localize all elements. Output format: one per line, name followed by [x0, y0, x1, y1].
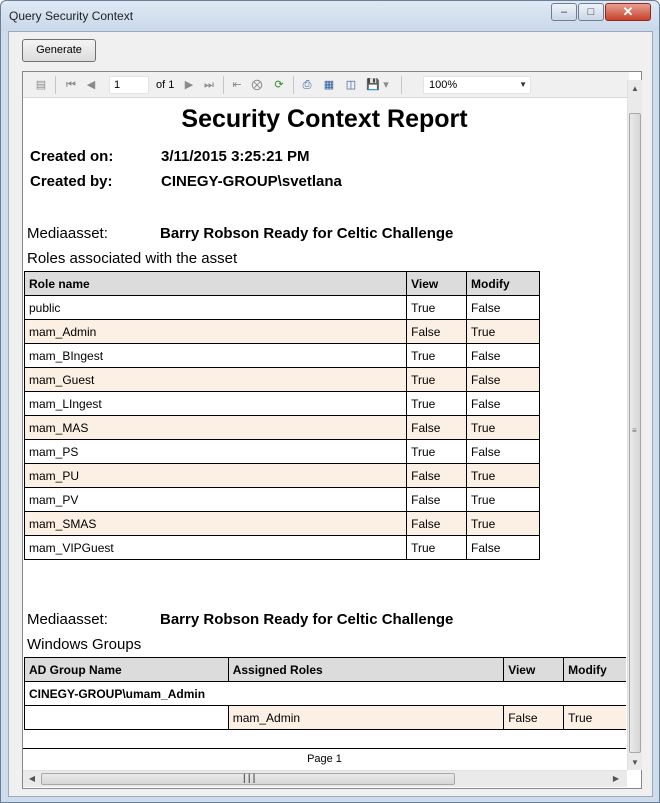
table-row: [25, 392, 540, 416]
table-cell: False: [467, 440, 540, 464]
table-cell: True: [467, 416, 540, 440]
table-cell: mam_Admin: [228, 706, 503, 730]
client-area: [8, 31, 653, 797]
group-name: CINEGY-GROUP\umam_Admin: [25, 682, 627, 706]
table-cell: True: [467, 464, 540, 488]
table-cell: mam_Admin: [25, 320, 407, 344]
page-footer: Page 1: [307, 753, 342, 765]
windows-groups-table: [24, 657, 626, 730]
chevron-down-icon: ▼: [519, 80, 527, 89]
export-save-icon[interactable]: 💾: [366, 79, 380, 91]
table-cell: False: [467, 392, 540, 416]
toolbar-separator: [223, 76, 224, 94]
report-toolbar: [23, 72, 629, 98]
vertical-scroll-thumb[interactable]: [629, 113, 641, 753]
toolbar-separator: [401, 76, 402, 94]
table-row: [25, 368, 540, 392]
windows-groups-subtitle: Windows Groups: [27, 636, 142, 653]
column-header-view: View: [407, 272, 467, 296]
table-cell: True: [407, 368, 467, 392]
print-layout-icon[interactable]: ▦: [323, 79, 335, 91]
table-row: [25, 512, 540, 536]
table-cell: True: [564, 706, 626, 730]
mediaasset-value: Barry Robson Ready for Celtic Challenge: [160, 611, 454, 628]
scroll-right-icon[interactable]: ▶: [612, 774, 620, 783]
last-page-icon[interactable]: ⏭: [204, 79, 214, 91]
back-icon[interactable]: ⇤: [232, 79, 242, 91]
print-icon[interactable]: ⎙: [302, 79, 312, 91]
column-header-assigned-roles: Assigned Roles: [228, 658, 503, 682]
table-cell: True: [407, 344, 467, 368]
mediaasset-label: Mediaasset:: [27, 225, 108, 242]
toolbar-separator: [293, 76, 294, 94]
refresh-icon[interactable]: ⟳: [274, 79, 284, 91]
table-cell: False: [504, 706, 564, 730]
table-cell: mam_MAS: [25, 416, 407, 440]
table-cell: mam_LIngest: [25, 392, 407, 416]
table-cell: mam_SMAS: [25, 512, 407, 536]
created-on-label: Created on:: [30, 148, 114, 165]
table-row: [25, 536, 540, 560]
column-header-view: View: [504, 658, 564, 682]
table-cell: public: [25, 296, 407, 320]
created-by-label: Created by:: [30, 173, 113, 190]
table-cell: True: [467, 512, 540, 536]
maximize-button[interactable]: □: [578, 3, 604, 21]
table-cell: False: [467, 368, 540, 392]
groups-table-header: [25, 658, 627, 682]
table-cell: mam_BIngest: [25, 344, 407, 368]
next-page-icon[interactable]: ▶: [184, 79, 194, 91]
table-row: [25, 344, 540, 368]
report-title: Security Context Report: [181, 105, 468, 133]
table-cell: False: [467, 536, 540, 560]
column-header-role-name: Role name: [25, 272, 407, 296]
stop-icon[interactable]: ⨂: [251, 79, 263, 91]
table-cell: mam_PV: [25, 488, 407, 512]
report-page: [23, 99, 626, 770]
created-on-value: 3/11/2015 3:25:21 PM: [161, 148, 310, 165]
table-row: [25, 416, 540, 440]
vertical-scrollbar[interactable]: [627, 80, 642, 770]
page-footer-rule: [23, 748, 626, 749]
roles-table: [24, 271, 540, 560]
table-cell: False: [467, 296, 540, 320]
grip-icon: ┃┃┃: [242, 774, 257, 783]
roles-table-header: [25, 272, 540, 296]
grip-icon: ≡: [632, 426, 637, 435]
table-row: [25, 320, 540, 344]
table-cell: False: [407, 416, 467, 440]
previous-page-icon[interactable]: ◀: [86, 79, 96, 91]
roles-subtitle: Roles associated with the asset: [27, 250, 238, 267]
scroll-up-icon[interactable]: ▲: [631, 84, 639, 93]
page-count-label: of 1: [156, 79, 175, 91]
export-dropdown-icon[interactable]: ▾: [383, 79, 389, 91]
table-cell: False: [467, 344, 540, 368]
minimize-button[interactable]: –: [551, 3, 577, 21]
mediaasset-value: Barry Robson Ready for Celtic Challenge: [160, 225, 454, 242]
close-button[interactable]: ✕: [605, 3, 651, 21]
table-cell: True: [467, 320, 540, 344]
group-row: [25, 682, 627, 706]
table-cell: False: [407, 488, 467, 512]
window-title: Query Security Context: [9, 9, 134, 23]
table-row: [25, 440, 540, 464]
document-map-icon[interactable]: ▤: [35, 79, 47, 91]
scroll-left-icon[interactable]: ◀: [28, 774, 36, 783]
table-cell: True: [407, 536, 467, 560]
table-cell: mam_Guest: [25, 368, 407, 392]
zoom-value: 100%: [429, 79, 458, 91]
report-viewer: [22, 71, 642, 789]
table-cell: False: [407, 512, 467, 536]
column-header-ad-group-name: AD Group Name: [25, 658, 229, 682]
horizontal-scroll-thumb[interactable]: [41, 773, 455, 785]
table-row: [25, 296, 540, 320]
table-row: [25, 464, 540, 488]
horizontal-scrollbar[interactable]: [23, 770, 627, 787]
title-bar: [1, 1, 659, 31]
mediaasset-label: Mediaasset:: [27, 611, 108, 628]
table-cell: [25, 706, 229, 730]
table-cell: True: [407, 440, 467, 464]
page-setup-icon[interactable]: ◫: [345, 79, 357, 91]
created-by-value: CINEGY-GROUP\svetlana: [161, 173, 342, 190]
table-row: [25, 706, 627, 730]
first-page-icon[interactable]: ⏮: [66, 79, 76, 91]
column-header-modify: Modify: [564, 658, 626, 682]
table-cell: True: [407, 296, 467, 320]
table-cell: False: [407, 464, 467, 488]
page-number-input[interactable]: 1: [109, 76, 149, 94]
table-cell: mam_VIPGuest: [25, 536, 407, 560]
table-cell: True: [467, 488, 540, 512]
scroll-down-icon[interactable]: ▼: [631, 758, 639, 767]
toolbar-separator: [55, 76, 56, 94]
zoom-select[interactable]: [423, 76, 531, 94]
table-cell: False: [407, 320, 467, 344]
generate-button[interactable]: Generate: [22, 39, 96, 62]
table-cell: True: [407, 392, 467, 416]
table-cell: mam_PU: [25, 464, 407, 488]
column-header-modify: Modify: [467, 272, 540, 296]
table-cell: mam_PS: [25, 440, 407, 464]
table-row: [25, 488, 540, 512]
